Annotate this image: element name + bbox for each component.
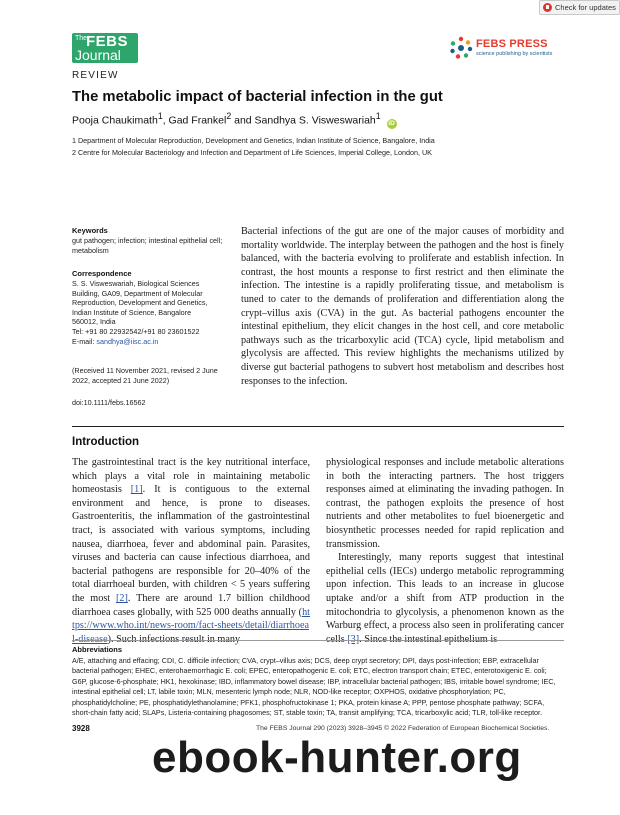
introduction-heading: Introduction [72,436,140,448]
who-url-link[interactable]: https://www.who.int/news-room/fact-sheets/detail/diarrhoeal-disease [72,606,310,645]
author-name: Sandhya S. Visweswariah [254,114,376,127]
author-separator: and [231,114,255,127]
correspondence-line: Building, GA09, Department of Molecular [72,288,203,298]
text-run: Interestingly, many reports suggest that intestinal epithelial cells (IECs) undergo metabolic reprogramming upon infection. This leads to an increase in glucose uptake and/or a shift from ATP production in the mitochondria to glycolysis, a phenomenon known as the Warburg effect, a process also seen in proliferating cancer cells [326,552,564,645]
correspondence-block [72,279,232,346]
update-badge-icon [543,3,552,12]
correspondence-email-line [72,337,232,347]
doi[interactable]: doi:10.1111/febs.16562 [72,398,146,407]
febs-journal-logo [72,33,138,63]
author-affiliation-mark: 1 [375,111,381,121]
author-separator: , [162,114,169,127]
check-for-updates-button[interactable] [539,0,620,15]
press-tagline: science publishing by scientists [476,51,553,57]
correspondence-heading: Correspondence [72,269,132,278]
paragraph: physiological responses and include metabolic alterations in both the interacting partners. The host triggers responses aimed at eliminating the invading pathogen. In contrast, the pathogen exploits the presence of host nutrients and other metabolites to fuel bioenergetic and biosynthetic processes needed for rapid replication and transmission. [326,457,564,550]
footer-citation: The FEBS Journal 290 (2023) 3928–3945 © 2022 Federation of European Biochemical Societies. [256,725,550,732]
logo-febs: FEBS [86,33,129,50]
article-history: (Received 11 November 2021, revised 2 June 2022, accepted 21 June 2022) [72,366,218,385]
citation-link[interactable]: [3] [347,633,360,645]
febs-press-logo [449,35,564,61]
article-type: REVIEW [72,70,119,81]
affiliation: 1 Department of Molecular Reproduction, Development and Genetics, Indian Institute of Science, Bangalore, India [72,136,435,145]
paragraph [326,551,564,646]
correspondence-line: Reproduction, Development and Genetics, [72,298,208,308]
logo-the: The [75,35,88,42]
text-run: . There are around 1.7 billion childhood diarrhoea cases globally, with 525 000 deaths annually ( [72,592,310,618]
footnote-divider [72,640,564,641]
check-updates-label: Check for updates [555,3,616,12]
page-number: 3928 [72,724,90,733]
author-name: Gad Frankel [168,114,227,127]
abbreviations-heading: Abbreviations [72,645,123,654]
correspondence-line: S. S. Visweswariah, Biological Sciences [72,279,200,288]
citation-link[interactable]: [1] [130,484,143,496]
affiliation: 2 Centre for Molecular Bacteriology and Infection and Department of Life Sciences, Imperial College, London, UK [72,148,432,157]
article-title: The metabolic impact of bacterial infection in the gut [72,89,443,105]
body-column-right [326,456,564,646]
orcid-icon[interactable]: iD [388,119,395,127]
keywords-text: gut pathogen; infection; intestinal epithelial cell; metabolism [72,236,223,255]
correspondence-line: 560012, India [72,317,116,327]
keywords-heading: Keywords [72,226,108,235]
citation-link[interactable]: [2] [116,592,128,604]
text-run: The gastrointestinal tract is the key nutritional interface, which plays a vital role in maintaining metabolic homeostasis [72,457,310,496]
logo-journal: Journal [75,47,121,63]
correspondence-line: Indian Institute of Science, Bangalore [72,307,192,317]
abstract: Bacterial infections of the gut are one of the major causes of morbidity and mortality worldwide. The interplay between the pathogen and the host is finely balanced, with the bacteria evolving to proliferate and establish infection. In contrast, the host mounts a response to first restrict and then eliminate the infection. The intestine is a rapidly proliferating tissue, and metabolism is tuned to cater to the demands of proliferation and differentiation along the crypt–villus axis (CVA) in the gut. As bacterial pathogens encounter the intestinal epithelium, they elicit changes in the host cell, and core metabolic pathways such as the tricarboxylic acid (TCA) cycle, lipid metabolism and glycolysis are affected. This review highlights the mechanisms utilized by diverse gut bacterial pathogens to subvert host metabolism and describes host responses to the infection. [241,226,564,387]
abbreviations-text: A/E, attaching and effacing; CDI, C. difficile infection; CVA, crypt–villus axis; DCS, deep crypt secretory; DPI, days post-infection; EBP, extracellular bacterial pathogen; EHEC, enterohaemorrhagic E. coli; EPEC, enteropathogenic E. coli; ETC, electron transport chain; ETEC, enterotoxigenic E. coli; G6P, glucose-6-phosphate; HK1, hexokinase; IBD, inflammatory bowel disease; IBP, intracellular bacterial pathogen; IBS, irritable bowel syndrome; IEC, intestinal epithelial cell; LT, labile toxin; MLN, mesenteric lymph node; NLR, NOD-like receptor; OXPHOS, oxidative phosphorylation; PC, phosphatidylcholine; PE, phosphatidylethanolamine; PFK1, phosphofructokinase 1; PKA, protein kinase A; PPP, pentose phosphate pathway; SCFA, short-chain fatty acid; SLAPs, Listeria-containing phagosomes; ST, stable toxin; TA, transit amplifying; TCA, tricarboxylic acid; TLR, toll-like receptor. [72,656,556,718]
author-affiliation-mark: 1 [157,111,163,121]
text-run: ). Such infections result in many [107,633,241,645]
body-column-left [72,456,310,646]
text-run: . Since the intestinal epithelium is [359,633,498,645]
press-name: FEBS PRESS [476,38,548,50]
section-divider [72,426,564,427]
text-run: . It is contiguous to the external environment and hence, is prone to diseases. Gastroenteritis, the inflammation of the gastrointestinal tract, is associated with various symptoms, including nausea, diarrhoea, fever and abdominal pain. Parasites, viruses and bacteria can cause infectious diarrhoea, and bacterial pathogens are responsible for 20–40% of the total diarrhoeal burden, with children < 5 years suffering the most [72,484,310,604]
watermark-text: ebook-hunter.org [152,733,522,782]
correspondence-line: Tel: +91 80 22932542/+91 80 23601522 [72,326,200,336]
author-name: Pooja Chaukimath [72,114,158,127]
author-list [72,111,397,129]
email-label: E-mail: [72,336,97,346]
paragraph [72,456,310,646]
author-affiliation-mark: 2 [226,111,232,121]
febs-press-dots-icon [449,36,473,60]
email-link[interactable]: sandhya@iisc.ac.in [96,336,159,346]
